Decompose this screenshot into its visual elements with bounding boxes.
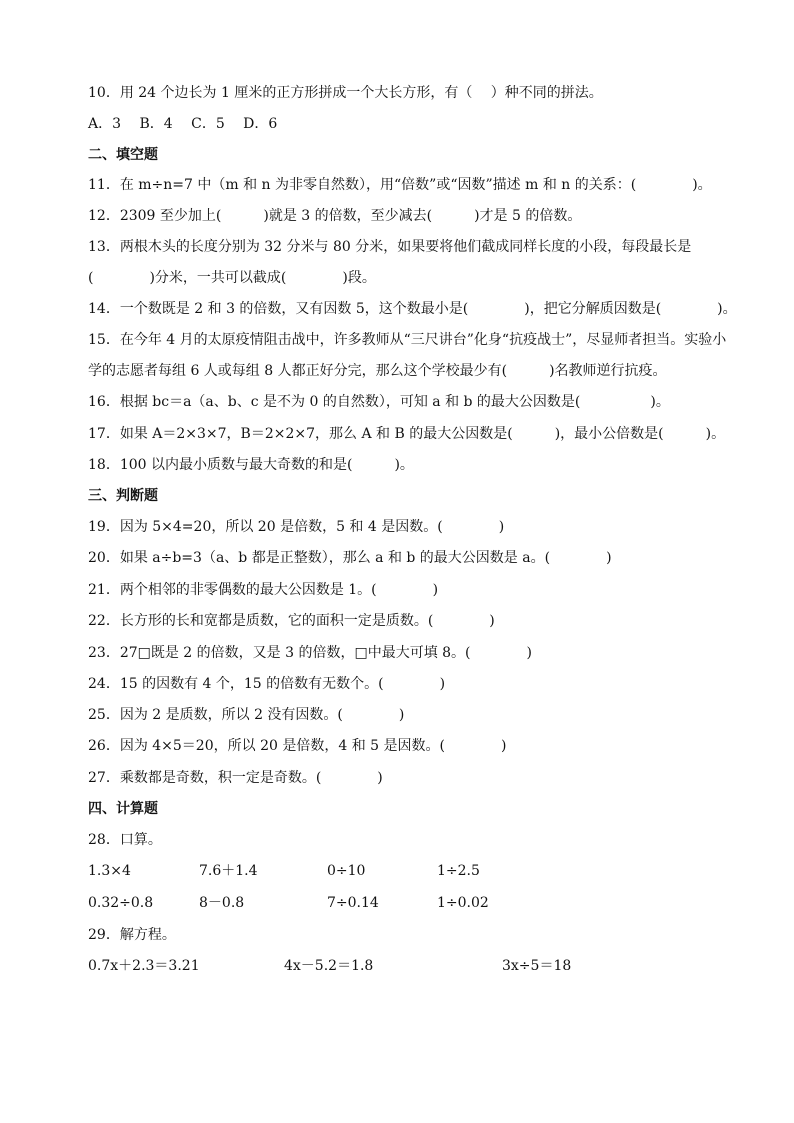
question-29: 29．解方程。	[88, 927, 176, 943]
question-10: 10．用 24 个边长为 1 厘米的正方形拼成一个大长方形，有（ ）种不同的拼法。	[88, 85, 603, 101]
question-18: 18．100 以内最小质数与最大奇数的和是( )。	[88, 457, 414, 473]
section-true-false-heading: 三、判断题	[88, 488, 158, 504]
question-23: 23．27□既是 2 的倍数，又是 3 的倍数，□中最大可填 8。( )	[88, 645, 532, 661]
question-14: 14．一个数既是 2 和 3 的倍数，又有因数 5，这个数最小是( )，把它分解质因数是( )。	[88, 301, 737, 317]
question-24: 24．15 的因数有 4 个，15 的倍数有无数个。( )	[88, 676, 446, 692]
question-16: 16．根据 bc＝a（a、b、c 是不为 0 的自然数），可知 a 和 b 的最大公因数是( )。	[88, 394, 670, 410]
mental-math-item: 0÷10	[327, 863, 366, 879]
question-21: 21．两个相邻的非零偶数的最大公因数是 1。( )	[88, 582, 439, 598]
question-17: 17．如果 A＝2×3×7，B＝2×2×7，那么 A 和 B 的最大公因数是( )，最小公倍数是( )。	[88, 426, 726, 442]
question-11: 11．在 m÷n=7 中（m 和 n 为非零自然数），用“倍数”或“因数”描述 m 和 n 的关系：( )。	[88, 177, 712, 193]
question-26: 26．因为 4×5＝20，所以 20 是倍数，4 和 5 是因数。( )	[88, 738, 507, 754]
question-15-line2: 学的志愿者每组 6 人或每组 8 人都正好分完，那么这个学校最少有( )名教师逆行抗疫。	[88, 363, 667, 379]
question-15-line1: 15．在今年 4 月的太原疫情阻击战中，许多教师从“三尺讲台”化身“抗疫战士”，尽显师者担当。实验小	[88, 332, 727, 348]
section-calculation-heading: 四、计算题	[88, 801, 158, 817]
mental-math-item: 0.32÷0.8	[88, 895, 154, 911]
equation-item: 3x÷5＝18	[502, 958, 572, 974]
question-13-line1: 13．两根木头的长度分别为 32 分米与 80 分米，如果要将他们截成同样长度的小段，每段最长是	[88, 239, 692, 255]
mental-math-item: 1÷0.02	[437, 895, 489, 911]
mental-math-item: 7.6＋1.4	[199, 863, 258, 879]
question-25: 25．因为 2 是质数，所以 2 没有因数。( )	[88, 707, 405, 723]
mental-math-item: 8－0.8	[199, 895, 245, 911]
question-10-options: A．3 B．4 C．5 D．6	[88, 116, 278, 132]
mental-math-item: 1÷2.5	[437, 863, 480, 879]
question-27: 27．乘数都是奇数，积一定是奇数。( )	[88, 770, 383, 786]
equation-item: 0.7x＋2.3＝3.21	[88, 958, 200, 974]
question-19: 19．因为 5×4=20，所以 20 是倍数，5 和 4 是因数。( )	[88, 519, 505, 535]
question-13-line2: ( )分米，一共可以截成( )段。	[88, 270, 376, 286]
question-12: 12．2309 至少加上( )就是 3 的倍数，至少减去( )才是 5 的倍数。	[88, 208, 582, 224]
question-28: 28．口算。	[88, 832, 162, 848]
mental-math-item: 1.3×4	[88, 863, 131, 879]
question-22: 22．长方形的长和宽都是质数，它的面积一定是质数。( )	[88, 613, 495, 629]
equation-item: 4x－5.2＝1.8	[284, 958, 374, 974]
mental-math-item: 7÷0.14	[327, 895, 379, 911]
section-fill-in-blanks-heading: 二、填空题	[88, 147, 158, 163]
question-20: 20．如果 a÷b=3（a、b 都是正整数），那么 a 和 b 的最大公因数是 a。( )	[88, 550, 612, 566]
